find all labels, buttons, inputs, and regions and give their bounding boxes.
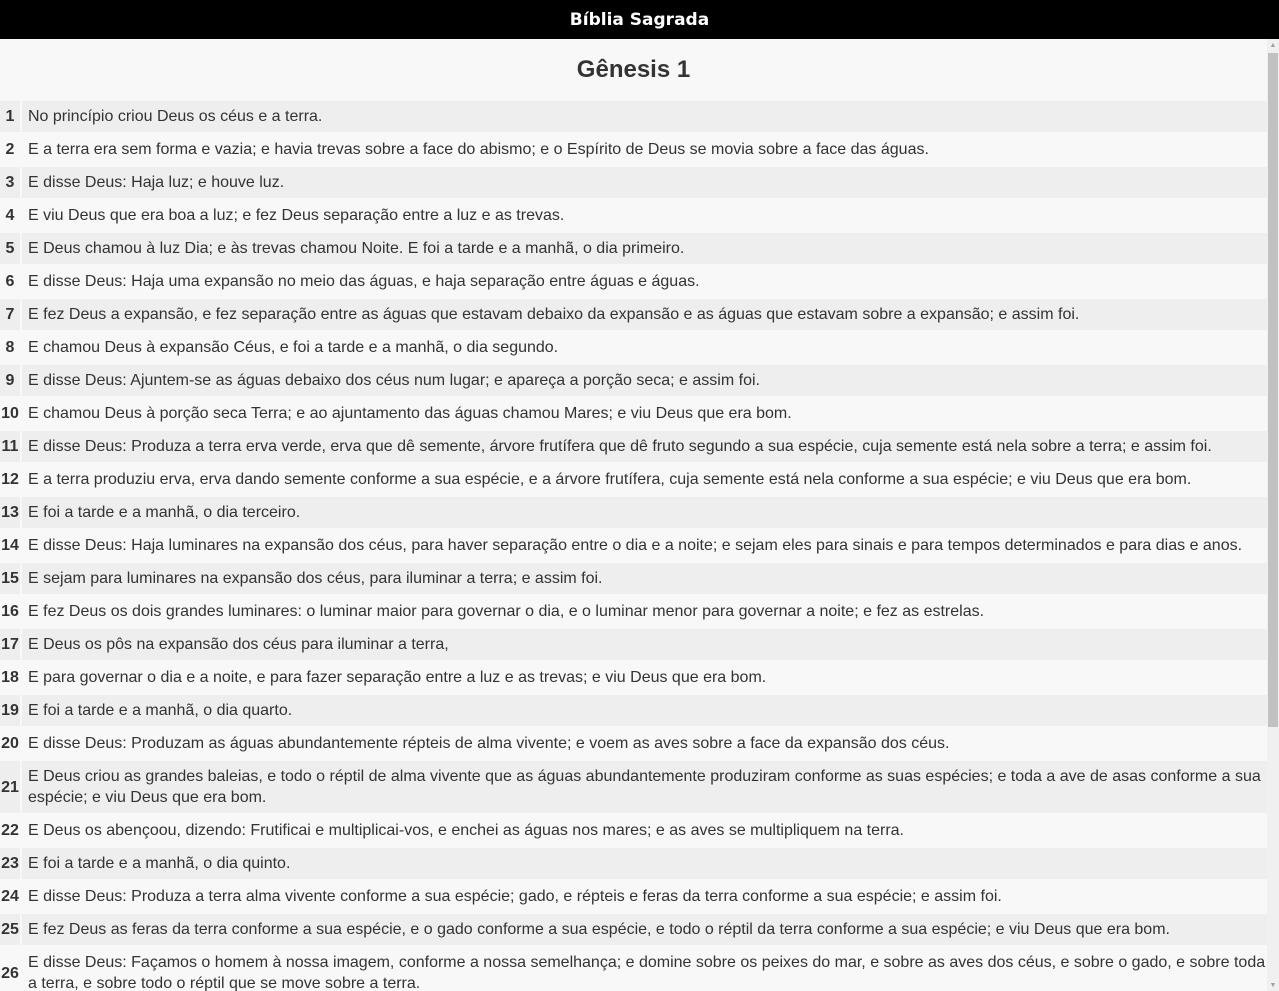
verse-text: E viu Deus que era boa a luz; e fez Deus separação entre a luz e as trevas. <box>22 200 1267 231</box>
verse-row[interactable] <box>0 266 1267 297</box>
verse-row[interactable] <box>0 332 1267 363</box>
verse-text: E chamou Deus à expansão Céus, e foi a tarde e a manhã, o dia segundo. <box>22 332 1267 363</box>
verse-row[interactable] <box>0 398 1267 429</box>
verse-row[interactable] <box>0 530 1267 561</box>
verse-text: E disse Deus: Haja uma expansão no meio das águas, e haja separação entre águas e águas. <box>22 266 1267 297</box>
verse-text: E foi a tarde e a manhã, o dia quinto. <box>22 848 1267 879</box>
verse-row[interactable] <box>0 815 1267 846</box>
vertical-scrollbar[interactable] <box>1267 39 1279 991</box>
verse-text: E fez Deus os dois grandes luminares: o luminar maior para governar o dia, e o luminar menor para governar a noite; e fez as estrelas. <box>22 596 1267 627</box>
verse-number: 21 <box>0 761 22 813</box>
verse-text: E fez Deus as feras da terra conforme a sua espécie, e o gado conforme a sua espécie, e todo o réptil da terra conforme a sua espécie; e viu Deus que era bom. <box>22 914 1267 945</box>
scroll-up-arrow-icon[interactable]: ▲ <box>1269 41 1277 49</box>
verse-text: E disse Deus: Haja luminares na expansão dos céus, para haver separação entre o dia e a noite; e sejam eles para sinais e para tempos determinados e para dias e anos. <box>22 530 1267 561</box>
verse-number: 26 <box>0 947 22 991</box>
verse-text: E fez Deus a expansão, e fez separação entre as águas que estavam debaixo da expansão e as águas que estavam sobre a expansão; e assim foi. <box>22 299 1267 330</box>
verse-row[interactable] <box>0 497 1267 528</box>
verse-text: E disse Deus: Produza a terra erva verde, erva que dê semente, árvore frutífera que dê fruto segundo a sua espécie, cuja semente está nela sobre a terra; e assim foi. <box>22 431 1267 462</box>
verse-number: 8 <box>0 332 22 363</box>
verse-row[interactable] <box>0 695 1267 726</box>
app-title: Bíblia Sagrada <box>569 9 710 30</box>
verse-number: 16 <box>0 596 22 627</box>
verse-table <box>0 99 1267 991</box>
verse-row[interactable] <box>0 101 1267 132</box>
verse-number: 11 <box>0 431 22 462</box>
verse-text: E Deus os pôs na expansão dos céus para iluminar a terra, <box>22 629 1267 660</box>
verse-number: 13 <box>0 497 22 528</box>
verse-number: 15 <box>0 563 22 594</box>
verse-text: E Deus criou as grandes baleias, e todo o réptil de alma vivente que as águas abundantemente produziram conforme as suas espécies; e toda a ave de asas conforme a sua espécie; e viu Deus que era bom. <box>22 761 1267 813</box>
verse-text: E chamou Deus à porção seca Terra; e ao ajuntamento das águas chamou Mares; e viu Deus que era bom. <box>22 398 1267 429</box>
verse-row[interactable] <box>0 464 1267 495</box>
verse-text: No princípio criou Deus os céus e a terra. <box>22 101 1267 132</box>
verse-number: 17 <box>0 629 22 660</box>
verse-text: E Deus chamou à luz Dia; e às trevas chamou Noite. E foi a tarde e a manhã, o dia primeiro. <box>22 233 1267 264</box>
verse-number: 12 <box>0 464 22 495</box>
verse-row[interactable] <box>0 662 1267 693</box>
chapter-content[interactable] <box>0 39 1267 991</box>
verse-text: E a terra produziu erva, erva dando semente conforme a sua espécie, e a árvore frutífera, cuja semente está nela conforme a sua espécie; e viu Deus que era bom. <box>22 464 1267 495</box>
scroll-down-arrow-icon[interactable]: ▼ <box>1269 981 1277 989</box>
chapter-title: Gênesis 1 <box>576 56 691 83</box>
verse-row[interactable] <box>0 563 1267 594</box>
verse-row[interactable] <box>0 233 1267 264</box>
verse-number: 14 <box>0 530 22 561</box>
verse-row[interactable] <box>0 914 1267 945</box>
verse-number: 25 <box>0 914 22 945</box>
verse-text: E disse Deus: Ajuntem-se as águas debaixo dos céus num lugar; e apareça a porção seca; e assim foi. <box>22 365 1267 396</box>
verse-text: E disse Deus: Haja luz; e houve luz. <box>22 167 1267 198</box>
verse-number: 5 <box>0 233 22 264</box>
verse-number: 7 <box>0 299 22 330</box>
verse-number: 3 <box>0 167 22 198</box>
verse-number: 6 <box>0 266 22 297</box>
app-title-bar <box>0 0 1279 39</box>
verse-number: 4 <box>0 200 22 231</box>
verse-row[interactable] <box>0 299 1267 330</box>
verse-number: 22 <box>0 815 22 846</box>
verse-number: 1 <box>0 101 22 132</box>
verse-row[interactable] <box>0 167 1267 198</box>
verse-text: E a terra era sem forma e vazia; e havia trevas sobre a face do abismo; e o Espírito de Deus se movia sobre a face das águas. <box>22 134 1267 165</box>
verse-text: E foi a tarde e a manhã, o dia quarto. <box>22 695 1267 726</box>
verse-number: 19 <box>0 695 22 726</box>
verse-number: 18 <box>0 662 22 693</box>
verse-text: E disse Deus: Produza a terra alma vivente conforme a sua espécie; gado, e répteis e feras da terra conforme a sua espécie; e assim foi. <box>22 881 1267 912</box>
verse-number: 23 <box>0 848 22 879</box>
verse-text: E foi a tarde e a manhã, o dia terceiro. <box>22 497 1267 528</box>
verse-row[interactable] <box>0 365 1267 396</box>
verse-text: E Deus os abençoou, dizendo: Frutificai e multiplicai-vos, e enchei as águas nos mares; e as aves se multipliquem na terra. <box>22 815 1267 846</box>
verse-row[interactable] <box>0 200 1267 231</box>
verse-row[interactable] <box>0 629 1267 660</box>
verse-number: 10 <box>0 398 22 429</box>
verse-text: E disse Deus: Façamos o homem à nossa imagem, conforme a nossa semelhança; e domine sobre os peixes do mar, e sobre as aves dos céus, e sobre o gado, e sobre toda a terra, e sobre todo o réptil que se move sobre a terra. <box>22 947 1267 991</box>
verse-text: E sejam para luminares na expansão dos céus, para iluminar a terra; e assim foi. <box>22 563 1267 594</box>
verse-text: E para governar o dia e a noite, e para fazer separação entre a luz e as trevas; e viu Deus que era bom. <box>22 662 1267 693</box>
verse-row[interactable] <box>0 596 1267 627</box>
scroll-thumb[interactable] <box>1268 53 1278 727</box>
verse-row[interactable] <box>0 134 1267 165</box>
verse-row[interactable] <box>0 947 1267 991</box>
verse-row[interactable] <box>0 728 1267 759</box>
verse-row[interactable] <box>0 431 1267 462</box>
verse-number: 24 <box>0 881 22 912</box>
verse-row[interactable] <box>0 881 1267 912</box>
verse-row[interactable] <box>0 761 1267 813</box>
verse-number: 2 <box>0 134 22 165</box>
verse-number: 9 <box>0 365 22 396</box>
verse-number: 20 <box>0 728 22 759</box>
verse-text: E disse Deus: Produzam as águas abundantemente répteis de alma vivente; e voem as aves sobre a face da expansão dos céus. <box>22 728 1267 759</box>
verse-row[interactable] <box>0 848 1267 879</box>
